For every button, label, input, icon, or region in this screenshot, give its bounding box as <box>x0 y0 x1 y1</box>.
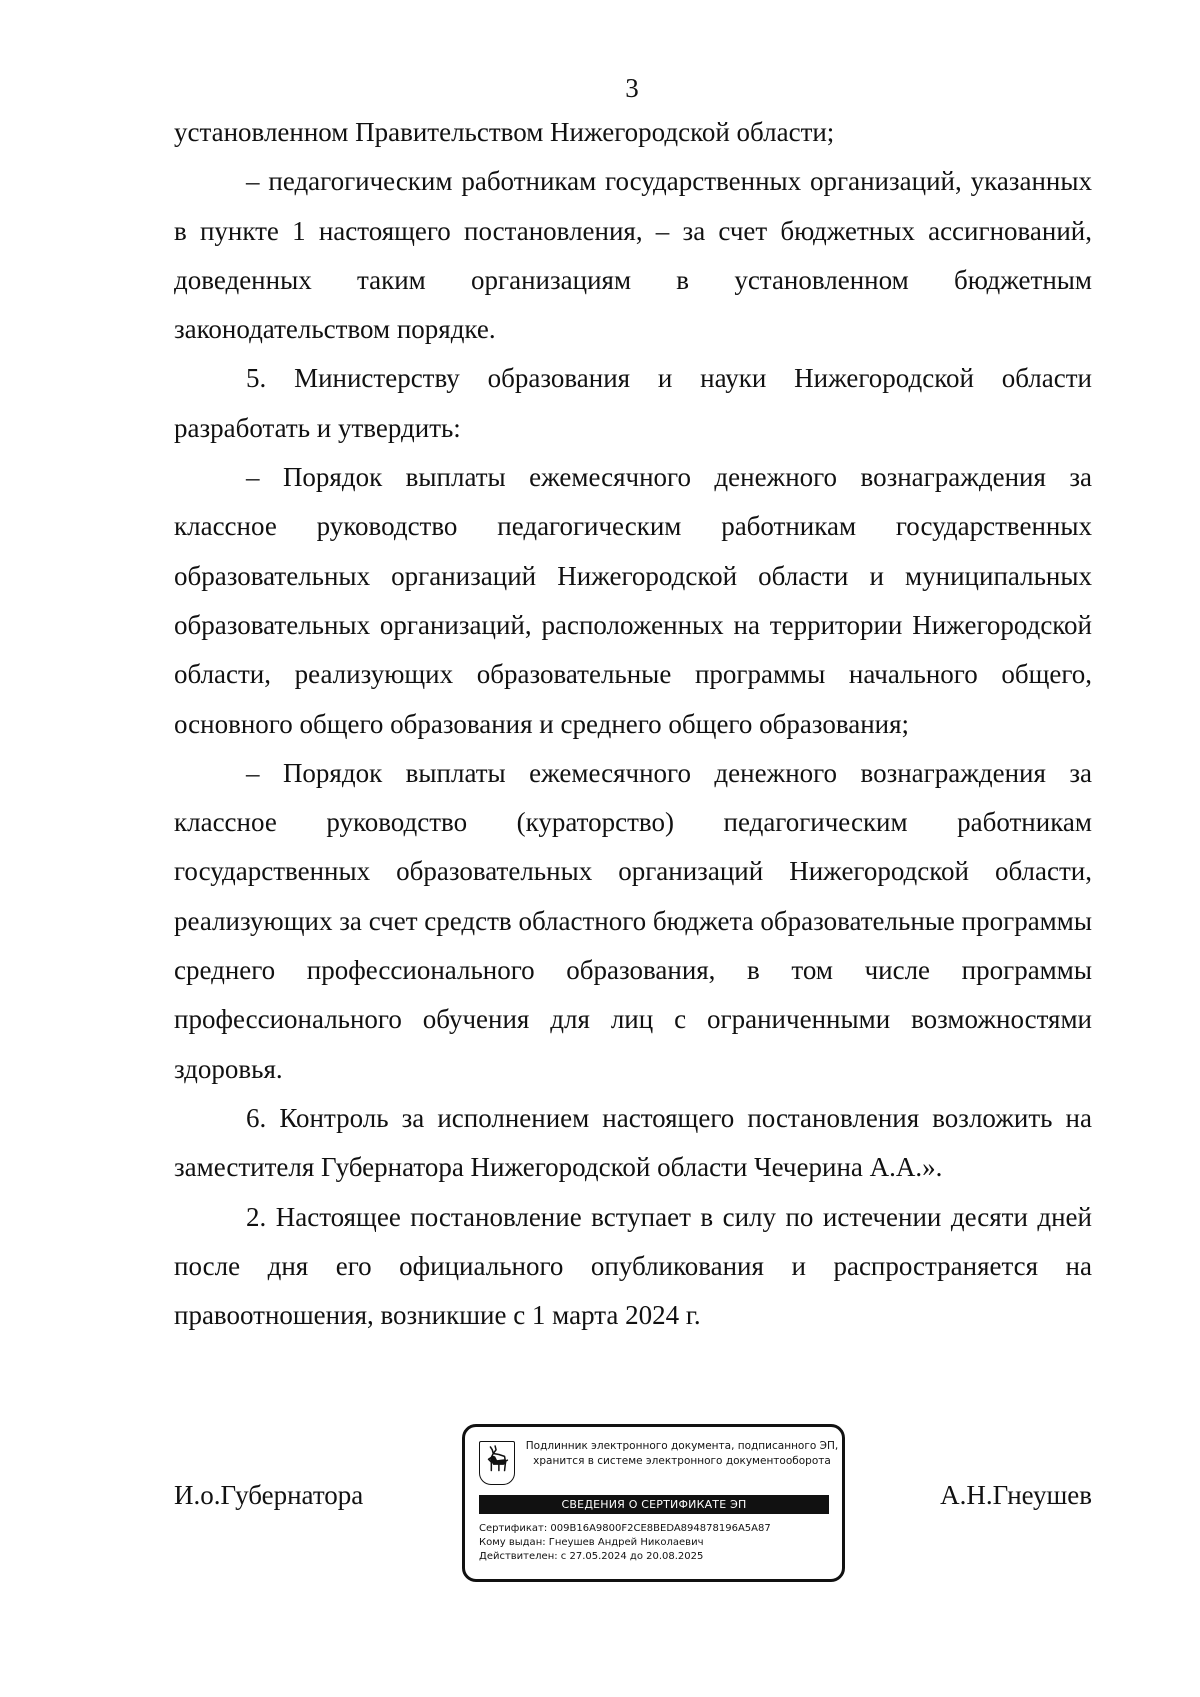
paragraph-order-vocational: – Порядок выплаты ежемесячного денежного вознаграждения за классное руководство (кураторство) педагогическим работникам государственных образовательных организаций Нижегородской области, реализующих за счет средств областного бюджета образовательные программы среднего профессионального образования, в том числе программы профессионального обучения для лиц с ограниченными возможностями здоровья. <box>174 757 1092 1084</box>
stamp-title-bar: СВЕДЕНИЯ О СЕРТИФИКАТЕ ЭП <box>479 1495 829 1514</box>
paragraph-item-5: 5. Министерству образования и науки Нижегородской области разработать и утвердить: <box>174 363 1092 443</box>
stamp-certificate-number: Сертификат: 009B16A9800F2CE8BEDA894878196A5A87 <box>479 1523 771 1534</box>
paragraph-order-general: – Порядок выплаты ежемесячного денежного вознаграждения за классное руководство педагогическим работникам государственных образовательных организаций Нижегородской области и муниципальных образовательных организаций, расположенных на территории Нижегородской области, реализующих образовательные программы начального общего, основного общего образования и среднего общего образования; <box>174 462 1092 739</box>
paragraph-teachers-state: – педагогическим работникам государственных организаций, указанных в пункте 1 настоящего постановления, – за счет бюджетных ассигнований, доведенных таким организациям в установленном бюджетным законодательством порядке. <box>174 166 1092 345</box>
paragraph-item-6: 6. Контроль за исполнением настоящего постановления возложить на заместителя Губернатора Нижегородской области Чечерина А.А.». <box>174 1102 1092 1183</box>
paragraph-item-2: 2. Настоящее постановление вступает в силу по истечении десяти дней после дня его официального опубликования и распространяется на правоотношения, возникшие с 1 марта 2024 г. <box>174 1201 1092 1331</box>
document-body <box>174 108 1092 1340</box>
deer-coat-of-arms-icon <box>479 1441 515 1485</box>
stamp-header-line-2: хранится в системе электронного документооборота <box>533 1455 831 1467</box>
stamp-validity: Действителен: с 27.05.2024 до 20.08.2025 <box>479 1551 704 1562</box>
stamp-header <box>523 1439 841 1469</box>
page-number: 3 <box>625 73 639 103</box>
stamp-header-line-1: Подлинник электронного документа, подписанного ЭП, <box>525 1440 839 1452</box>
stamp-issued-to: Кому выдан: Гнеушев Андрей Николаевич <box>479 1537 704 1548</box>
signatory-position: И.о.Губернатора <box>174 1480 364 1510</box>
paragraph-continuation: установленном Правительством Нижегородской области; <box>174 117 835 147</box>
electronic-signature-stamp <box>462 1424 845 1582</box>
signatory-name: А.Н.Гнеушев <box>940 1480 1092 1510</box>
stamp-certificate-details <box>479 1522 834 1564</box>
